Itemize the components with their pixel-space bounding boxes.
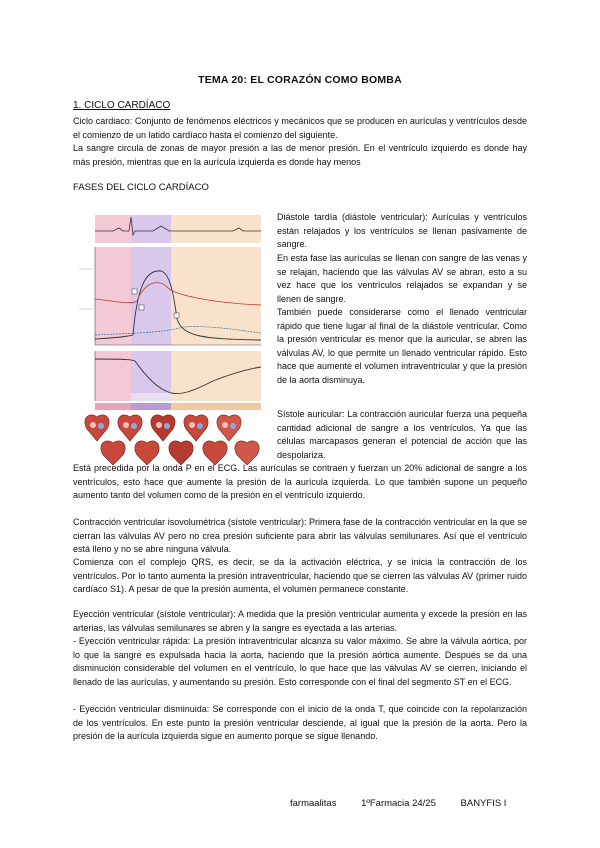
intro-definition: Ciclo cardiaco: Conjunto de fenómenos eléctricos y mecánicos que se producen en aurículas y ventrículos desde el comienzo de un latido cardíaco hasta el comienzo del siguiente. <box>73 116 527 140</box>
footer-subject: BANYFIS I <box>460 798 507 809</box>
atrial-filling-paragraph: En esta fase las aurículas se llenan con sangre de las venas y se relajan, haciendo que las válvulas AV se abran, esto a su vez hace que los ventrículos relajados se expandan y se llenen de sangre. <box>277 253 527 304</box>
qrs-paragraph: Comienza con el complejo QRS, es decir, se da la activación eléctrica, y se inicia la contracción de los ventrículos. Por lo tanto aumenta la presión intraventricular, haciendo que se cierren las válvulas AV (primer ruido cardíaco S1). A pesar de que la presión aumenta, el volumen permanece constante. <box>73 557 527 595</box>
page-title: TEMA 20: EL CORAZÓN COMO BOMBA <box>198 74 402 86</box>
section-heading: 1. CICLO CARDÍACO <box>73 100 171 111</box>
ecg-strip <box>95 215 261 243</box>
p-wave-paragraph: Está precedida por la onda P en el ECG. Las aurículas se contraen y fuerzan un 20% adicional de sangre a los ventrículos, esto hace que aumente la presión de la aurícula izquierda. Lo que también supone un pequeño aumento tanto del volumen como de la presión en el ventrículo izquierdo. <box>73 463 527 501</box>
wiggers-diagram <box>73 209 268 465</box>
ejection-paragraph: Eyección ventricular (sístole ventricular): A medida que la presión ventricular aumenta y excede la presión en las arterias, las válvulas semilunares se abren y la sangre es eyectada a las arterias. <box>73 609 527 633</box>
phases-heading: FASES DEL CICLO CARDÍACO <box>73 182 209 193</box>
volume-graph <box>95 351 261 401</box>
atrial-systole-paragraph: Sístole auricular: La contracción auricular fuerza una pequeña cantidad adicional de sangre a los ventrículos. Ya que las células marcapasos generan el potencial de acción que las despolariza. <box>277 409 527 460</box>
footer-author: farmaalitas <box>290 798 337 809</box>
rapid-ejection-paragraph: - Eyección ventricular rápida: La presión intraventricular alcanza su valor máximo. Se abre la válvula aórtica, por lo que la sangre es expulsada hacia la aorta, haciendo que la presión aórtica aumente. Después se da una disminución considerable del volumen en el ventrículo, lo que hace que las válvulas AV se cierren, iniciando el llenado de las aurículas, y aumentando su presión. Esto corresponde con el final del segmento ST en el ECG. <box>73 636 527 687</box>
late-diastole-paragraph: Diástole tardía (diástole ventricular): Aurículas y ventrículos están relajados y los ventrículos se llenan pasivamente de sangre. <box>277 212 527 250</box>
phase-bar <box>95 403 261 410</box>
intro-pressure: La sangre circula de zonas de mayor presión a las de menor presión. En el ventrículo izquierdo es donde hay más presión, mientras que en la aurícula izquierda es donde hay menos <box>73 143 527 167</box>
page-footer <box>290 798 528 809</box>
reduced-ejection-paragraph: - Eyección ventricular disminuida: Se corresponde con el inicio de la onda T, que coincide con la repolarización de los ventrículos. En este punto la presión ventricular desciende, al igual que la presión de la aorta. Pero la presión de la aurícula izquierda sigue en aumento porque se sigue llenando. <box>73 704 527 742</box>
rapid-filling-paragraph: También puede considerarse como el llenado ventricular rápido que tiene lugar al final de la diástole ventricular. Como la presión ventricular es menor que la auricular, se abren las válvulas AV, lo que permite un llenado ventricular rápido. Esto hace que aumente el volumen intraventricular y que la presión de la aorta disminuya. <box>277 307 527 385</box>
pressure-graph <box>79 247 261 345</box>
footer-course: 1ºFarmacia 24/25 <box>361 798 436 809</box>
isovolumetric-paragraph: Contracción ventricular isovolumétrica (sístole ventricular): Primera fase de la contracción ventricular en la que se cierran las válvulas AV pero no crea presión suficiente para abrir las válvulas semilunares. Así que el ventrículo está lleno y no se abre ninguna válvula. <box>73 517 527 555</box>
